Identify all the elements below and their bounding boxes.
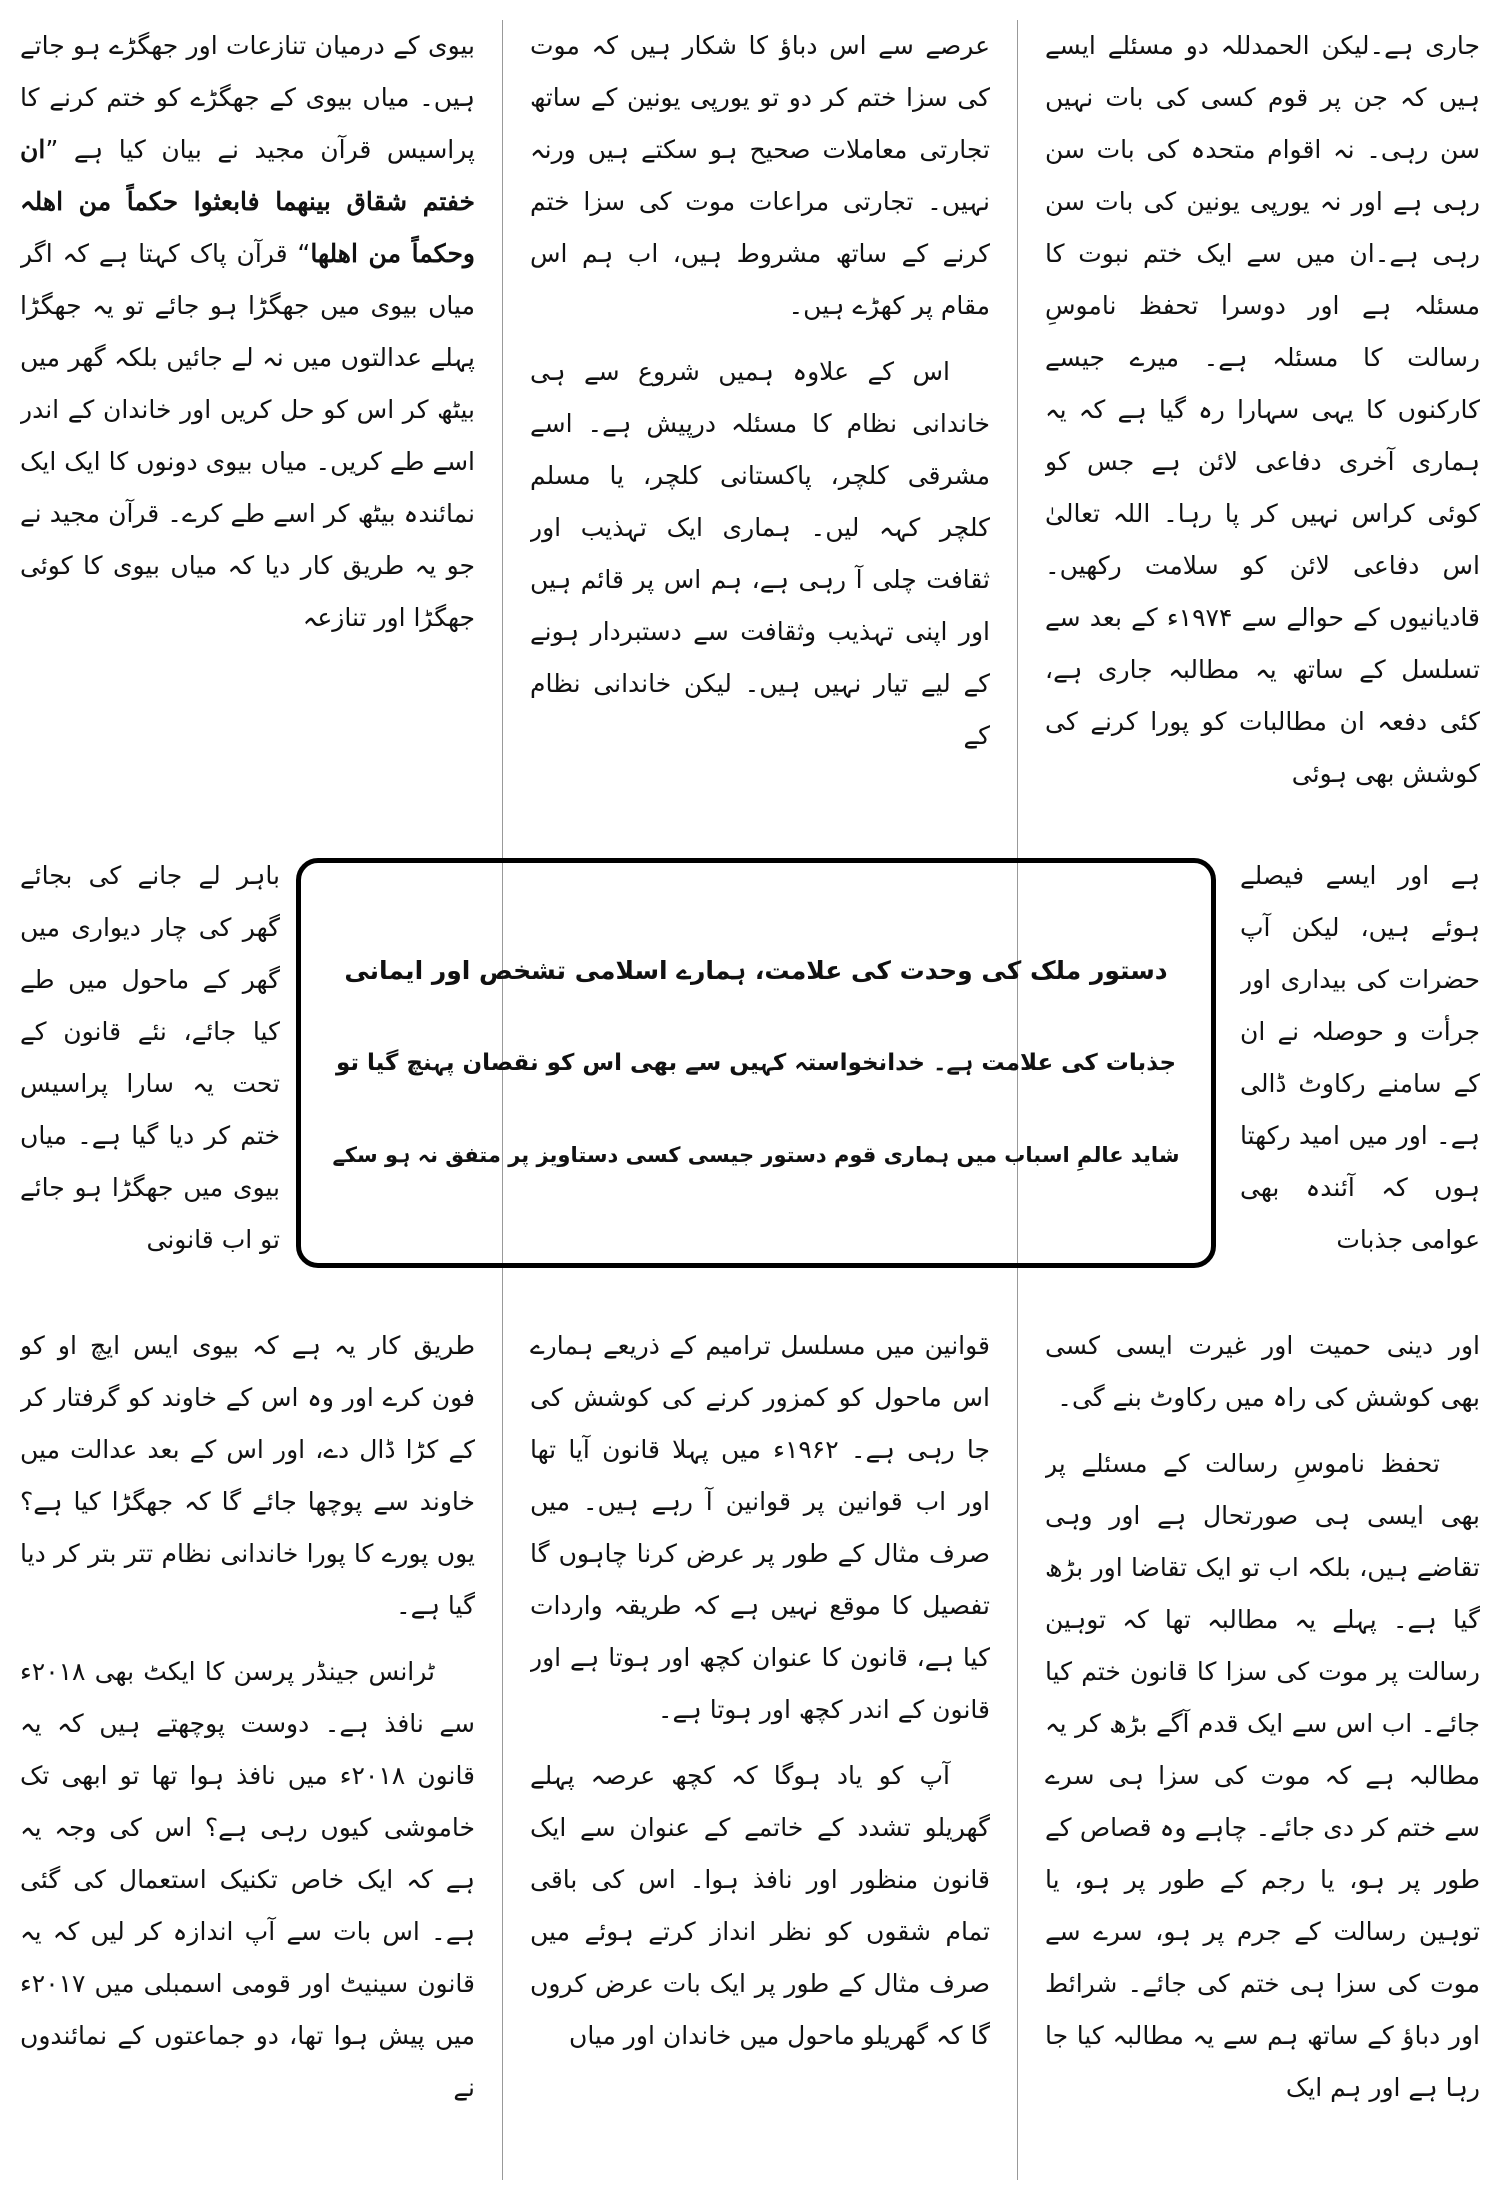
paragraph: طریق کار یہ ہے کہ بیوی ایس ایچ او کو فون کرے اور وہ اس کے خاوند کو گرفتار کر کے کڑا ڈال دے، اور اس کے بعد عدالت میں خاوند سے پوچھا جائے گا کہ جھگڑا کیا ہے؟ یوں پورے کا پورا خاندانی نظام تتر بتر کر دیا گیا ہے۔ (20, 1331, 475, 1620)
paragraph-text: بیوی کے درمیان تنازعات اور جھگڑے ہو جاتے ہیں۔ میاں بیوی کے جھگڑے کو ختم کرنے کا پراسیس قرآن مجید نے بیان کیا ہے ” (20, 31, 475, 164)
article-column-right-middle (1240, 850, 1480, 1320)
pull-quote-box (296, 858, 1216, 1268)
article-column-middle-top (530, 20, 990, 850)
pull-quote-line: دستور ملک کی وحدت کی علامت، ہمارے اسلامی تشخص اور ایمانی (344, 956, 1168, 985)
paragraph-text: “ قرآن پاک کہتا ہے کہ اگر میاں بیوی میں جھگڑا ہو جائے تو یہ جھگڑا پہلے عدالتوں میں نہ لے جائیں بلکہ گھر میں بیٹھ کر اس کو حل کریں اور خاندان کے اندر اسے طے کریں۔ میاں بیوی دونوں کا ایک ایک نمائندہ بیٹھ کر اسے طے کرے۔ قرآن مجید نے جو یہ طریق کار دیا کہ میاں بیوی کا کوئی جھگڑا اور تنازعہ (20, 239, 475, 632)
paragraph: قوانین میں مسلسل ترامیم کے ذریعے ہمارے اس ماحول کو کمزور کرنے کی کوشش کی جا رہی ہے۔ ۱۹۶۲ء میں پہلا قانون آیا تھا اور اب قوانین پر قوانین آ رہے ہیں۔ میں صرف مثال کے طور پر عرض کرنا چاہوں گا تفصیل کا موقع نہیں ہے کہ طریقہ واردات کیا ہے، قانون کا عنوان کچھ اور ہوتا ہے اور قانون کے اندر کچھ اور ہوتا ہے۔ (530, 1331, 990, 1724)
paragraph: اس کے علاوہ ہمیں شروع سے ہی خاندانی نظام کا مسئلہ درپیش ہے۔ اسے مشرقی کلچر، پاکستانی کلچر، یا مسلم کلچر کہہ لیں۔ ہماری ایک تہذیب اور ثقافت چلی آ رہی ہے، ہم اس پر قائم ہیں اور اپنی تہذیب وثقافت سے دستبردار ہونے کے لیے تیار نہیں ہیں۔ لیکن خاندانی نظام کے (530, 357, 990, 750)
article-column-left-top (20, 20, 475, 850)
paragraph: آپ کو یاد ہوگا کہ کچھ عرصہ پہلے گھریلو تشدد کے خاتمے کے عنوان سے ایک قانون منظور اور نافذ ہوا۔ اس کی باقی تمام شقوں کو نظر انداز کرتے ہوئے میں صرف مثال کے طور پر ایک بات عرض کروں گا کہ گھریلو ماحول میں خاندان اور میاں (530, 1761, 990, 2050)
paragraph: اور دینی حمیت اور غیرت ایسی کسی بھی کوشش کی راہ میں رکاوٹ بنے گی۔ (1045, 1331, 1480, 1412)
article-column-middle-bottom (530, 1320, 990, 2185)
paragraph: عرصے سے اس دباؤ کا شکار ہیں کہ موت کی سزا ختم کر دو تو یورپی یونین کے ساتھ تجارتی معاملات صحیح ہو سکتے ہیں ورنہ نہیں۔ تجارتی مراعات موت کی سزا ختم کرنے کے ساتھ مشروط ہیں، اب ہم اس مقام پر کھڑے ہیں۔ (530, 31, 990, 320)
quran-verse: ان خفتم شقاق بینھما فابعثوا حکماً من اھلہ وحکماً من اھلھا (20, 135, 475, 268)
article-column-right-bottom (1045, 1320, 1480, 2185)
article-column-left-bottom (20, 1320, 475, 2185)
paragraph: تحفظ ناموسِ رسالت کے مسئلے پر بھی ایسی ہی صورتحال ہے اور وہی تقاضے ہیں، بلکہ اب تو ایک تقاضا اور بڑھ گیا ہے۔ پہلے یہ مطالبہ تھا کہ توہین رسالت پر موت کی سزا کا قانون ختم کیا جائے۔ اب اس سے ایک قدم آگے بڑھ کر یہ مطالبہ ہے کہ موت کی سزا ہی سرے سے ختم کر دی جائے۔ چاہے وہ قصاص کے طور پر ہو، یا رجم کے طور پر ہو، یا توہین رسالت کے جرم پر ہو، سرے سے موت کی سزا ہی ختم کی جائے۔ شرائط اور دباؤ کے ساتھ ہم سے یہ مطالبہ کیا جا رہا ہے اور ہم ایک (1045, 1449, 1480, 2102)
article-column-right-top (1045, 20, 1480, 850)
paragraph: باہر لے جانے کی بجائے گھر کی چار دیواری میں گھر کے ماحول میں طے کیا جائے، نئے قانون کے تحت یہ سارا پراسیس ختم کر دیا گیا ہے۔ میاں بیوی میں جھگڑا ہو جائے تو اب قانونی (20, 861, 280, 1254)
pull-quote-line: شاید عالمِ اسباب میں ہماری قوم دستور جیسی کسی دستاویز پر متفق نہ ہو سکے (332, 1143, 1180, 1167)
paragraph: جاری ہے۔لیکن الحمدللہ دو مسئلے ایسے ہیں کہ جن پر قوم کسی کی بات نہیں سن رہی۔ نہ اقوام متحدہ کی بات سن رہی ہے اور نہ یورپی یونین کی بات سن رہی ہے۔ان میں سے ایک ختم نبوت کا مسئلہ ہے اور دوسرا تحفظ ناموسِ رسالت کا مسئلہ ہے۔ میرے جیسے کارکنوں کا یہی سہارا رہ گیا ہے کہ یہ ہماری آخری دفاعی لائن ہے جس کو کوئی کراس نہیں کر پا رہا۔ اللہ تعالیٰ اس دفاعی لائن کو سلامت رکھیں۔ قادیانیوں کے حوالے سے ۱۹۷۴ء کے بعد سے تسلسل کے ساتھ یہ مطالبہ جاری ہے، کئی دفعہ ان مطالبات کو پورا کرنے کی کوشش بھی ہوئی (1045, 31, 1480, 788)
paragraph: ہے اور ایسے فیصلے ہوئے ہیں، لیکن آپ حضرات کی بیداری اور جرأت و حوصلہ نے ان کے سامنے رکاوٹ ڈالی ہے۔ اور میں امید رکھتا ہوں کہ آئندہ بھی عوامی جذبات (1240, 861, 1480, 1254)
paragraph (20, 20, 475, 644)
article-column-left-middle (20, 850, 280, 1320)
pull-quote-line: جذبات کی علامت ہے۔ خدانخواستہ کہیں سے بھی اس کو نقصان پہنچ گیا تو (335, 1050, 1177, 1076)
paragraph: ٹرانس جینڈر پرسن کا ایکٹ بھی ۲۰۱۸ء سے نافذ ہے۔ دوست پوچھتے ہیں کہ یہ قانون ۲۰۱۸ء میں نافذ ہوا تھا تو ابھی تک خاموشی کیوں رہی ہے؟ اس کی وجہ یہ ہے کہ ایک خاص تکنیک استعمال کی گئی ہے۔ اس بات سے آپ اندازہ کر لیں کہ یہ قانون سینیٹ اور قومی اسمبلی میں ۲۰۱۷ء میں پیش ہوا تھا، دو جماعتوں کے نمائندوں نے (20, 1657, 475, 2102)
